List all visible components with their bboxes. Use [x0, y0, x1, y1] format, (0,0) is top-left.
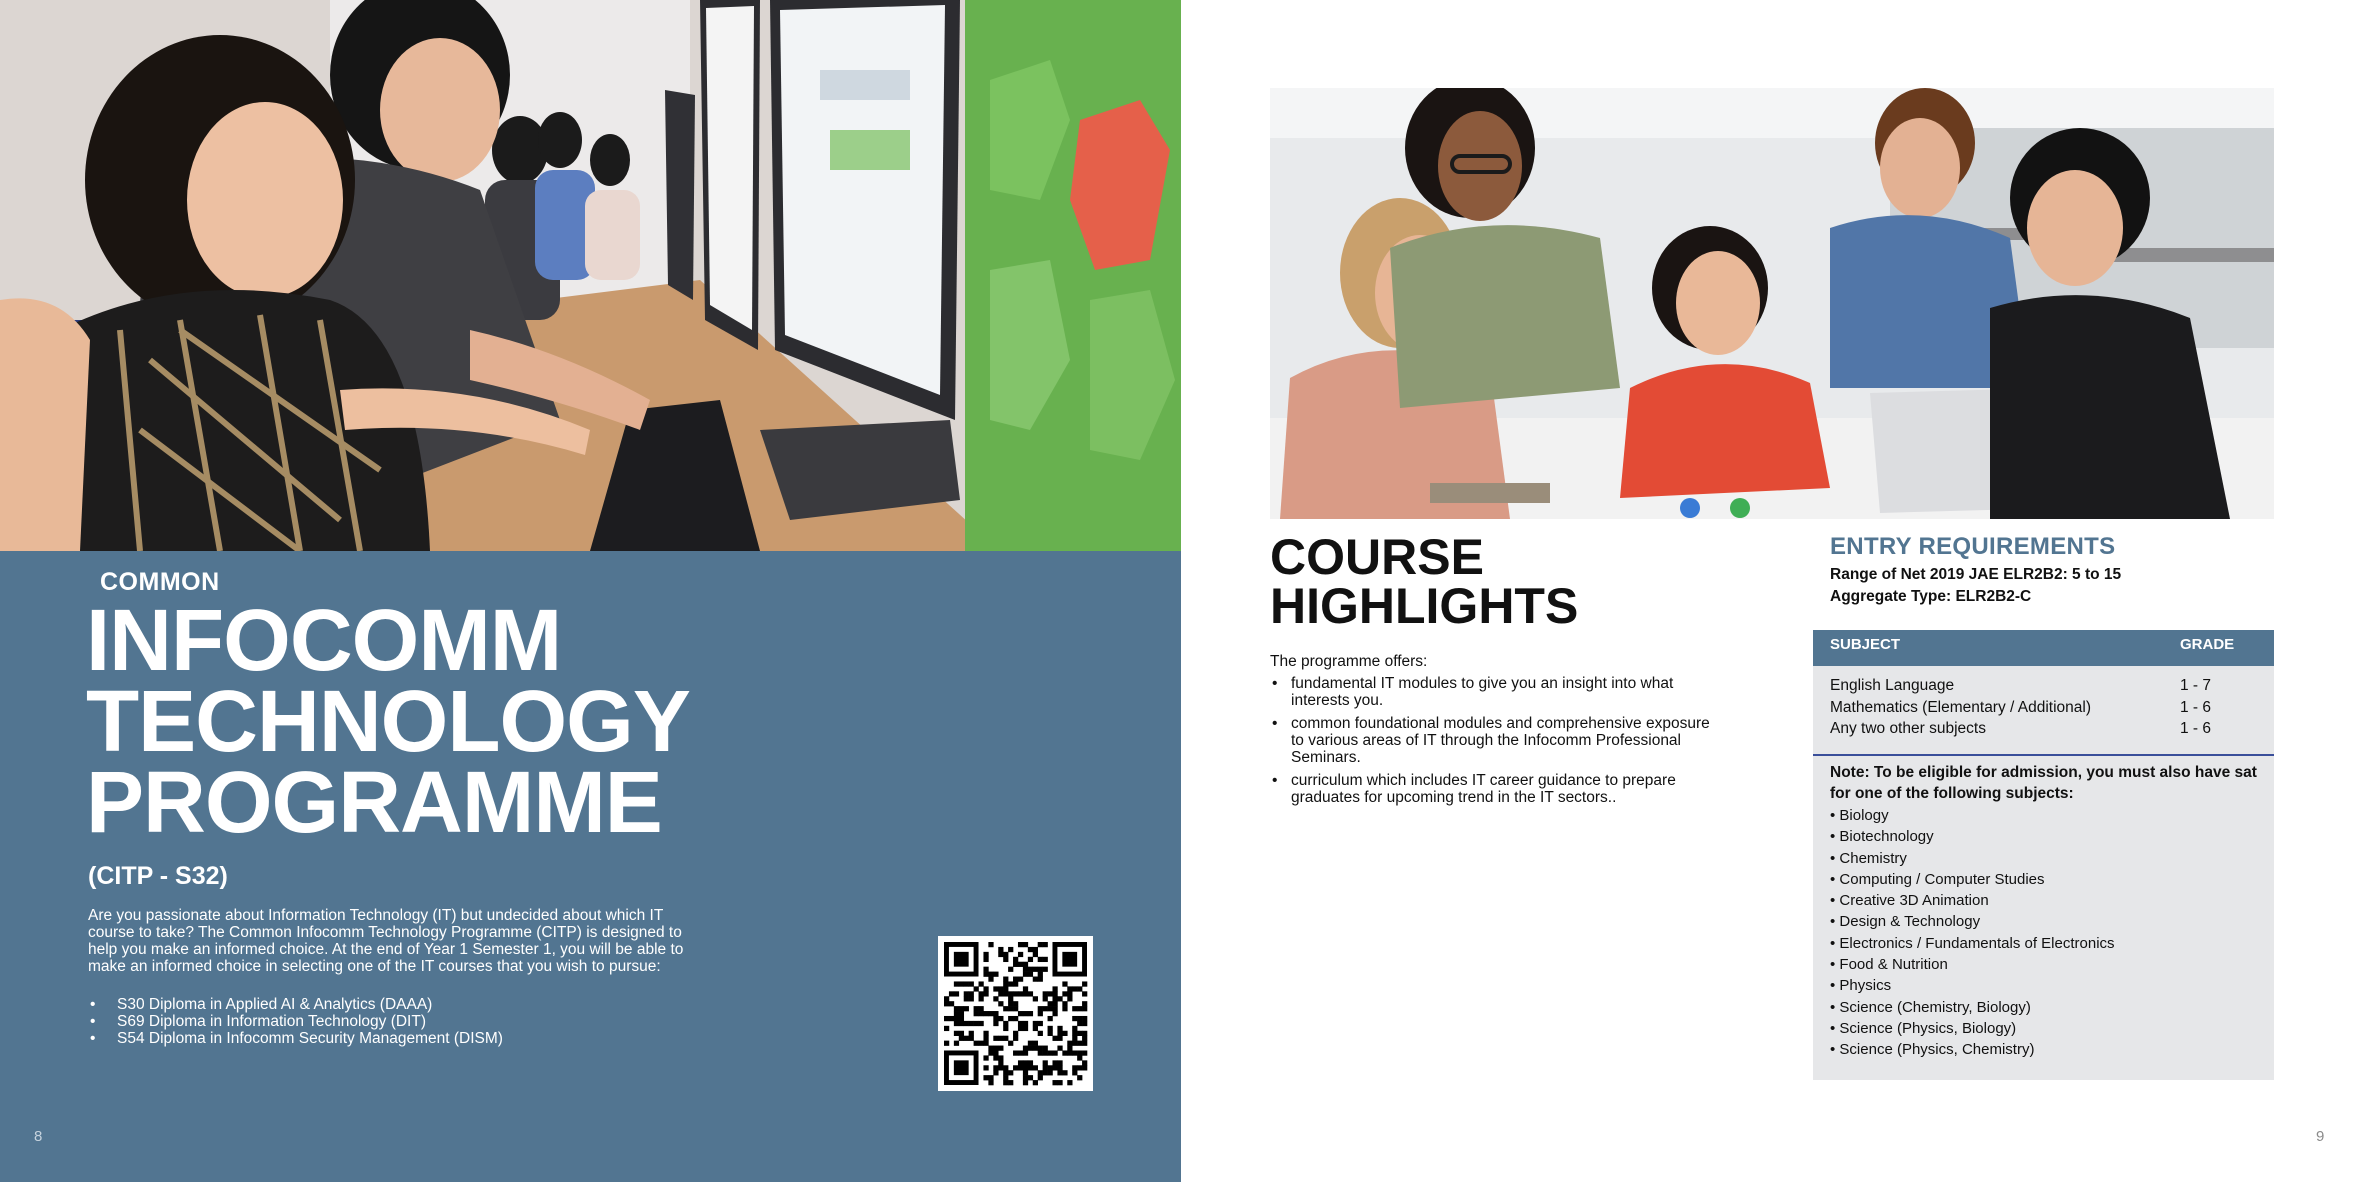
eligible-subject: • Science (Chemistry, Biology)	[1830, 998, 2031, 1016]
grade-cell: 1 - 6	[2180, 720, 2212, 737]
eligible-subject: • Biology	[1830, 807, 1889, 824]
subject-column-header: SUBJECT	[1830, 636, 1901, 653]
programme-title-line-3: PROGRAMME	[86, 754, 662, 851]
eligible-subject: • Science (Physics, Chemistry)	[1830, 1041, 2035, 1059]
eligible-subject: • Design & Technology	[1830, 913, 1981, 931]
subject-cell: Any two other subjects	[1830, 720, 1986, 737]
grade-column-header: GRADE	[2180, 636, 2235, 653]
eligible-subject: • Physics	[1830, 977, 1892, 995]
table-row	[1830, 699, 2260, 721]
highlight-item: • fundamental IT modules to give you an insight into what interests you.	[1270, 675, 1720, 709]
qr-code-icon	[938, 936, 1093, 1091]
highlight-item: • curriculum which includes IT career guidance to prepare graduates for upcoming trend in the IT sectors..	[1270, 772, 1720, 806]
eligible-subject: • Science (Physics, Biology)	[1830, 1019, 2017, 1037]
diploma-item: • S69 Diploma in Information Technology (DIT)	[88, 1013, 503, 1030]
programme-kicker: COMMON	[100, 568, 220, 596]
eligible-subject: • Creative 3D Animation	[1830, 892, 1989, 910]
eligible-subject: • Electronics / Fundamentals of Electronics	[1830, 934, 2115, 952]
grade-cell: 1 - 6	[2180, 698, 2212, 716]
page-number-right: 9	[2316, 1128, 2325, 1145]
programme-title-line-1: INFOCOMM	[86, 592, 562, 689]
diploma-list	[88, 996, 503, 1047]
table-row	[1830, 677, 2260, 699]
subject-cell: English Language	[1830, 677, 1955, 694]
page-number-left: 8	[34, 1128, 43, 1145]
eligible-subject: • Food & Nutrition	[1830, 956, 1948, 974]
entry-range: Range of Net 2019 JAE ELR2B2: 5 to 15	[1830, 566, 2122, 583]
left-page	[0, 0, 1181, 1182]
table-divider	[1813, 754, 2274, 756]
course-highlights-list	[1270, 675, 1720, 812]
programme-title	[86, 592, 690, 851]
course-highlights-title-line-2: HIGHLIGHTS	[1270, 578, 1579, 634]
highlight-item: • common foundational modules and comprehensive exposure to various areas of IT through the Infocomm Professional Seminars.	[1270, 715, 1720, 766]
subject-cell: Mathematics (Elementary / Additional)	[1830, 698, 2092, 716]
entry-requirements-title: ENTRY REQUIREMENTS	[1830, 533, 2116, 560]
programme-title-line-2: TECHNOLOGY	[86, 673, 690, 770]
programme-description: Are you passionate about Information Technology (IT) but undecided about which IT course to take? The Common Infocomm Technology Programme (CITP) is designed to help you make an informed choice. At the end of Year 1 Semester 1, you will be able to make an informed choice in selecting one of the IT courses that you wish to pursue:	[88, 907, 684, 975]
diploma-item: • S30 Diploma in Applied AI & Analytics (DAAA)	[88, 996, 503, 1013]
programme-code: (CITP - S32)	[88, 862, 228, 890]
eligible-subjects-list	[1830, 805, 2115, 1061]
eligible-subject: • Chemistry	[1830, 849, 1907, 867]
qr-code[interactable]	[938, 936, 1093, 1091]
course-highlights-title-line-1: COURSE	[1270, 529, 1484, 585]
eligible-subject: • Computing / Computer Studies	[1830, 870, 2045, 888]
course-highlights-intro: The programme offers:	[1270, 653, 1428, 670]
grade-cell: 1 - 7	[2180, 677, 2212, 694]
table-row	[1830, 720, 2260, 742]
table-body	[1830, 677, 2260, 742]
table-header	[1813, 630, 2274, 666]
aggregate-type: Aggregate Type: ELR2B2-C	[1830, 588, 2032, 605]
eligible-subject: • Biotechnology	[1830, 828, 1934, 846]
admission-note: Note: To be eligible for admission, you must also have sat for one of the following subjects:	[1830, 764, 2257, 802]
entry-requirements-table	[1813, 630, 2274, 1080]
diploma-item: • S54 Diploma in Infocomm Security Management (DISM)	[88, 1030, 503, 1047]
students-with-electronics-photo	[1270, 88, 2274, 519]
course-highlights-title	[1270, 529, 1579, 634]
students-at-computers-photo	[0, 0, 1181, 551]
